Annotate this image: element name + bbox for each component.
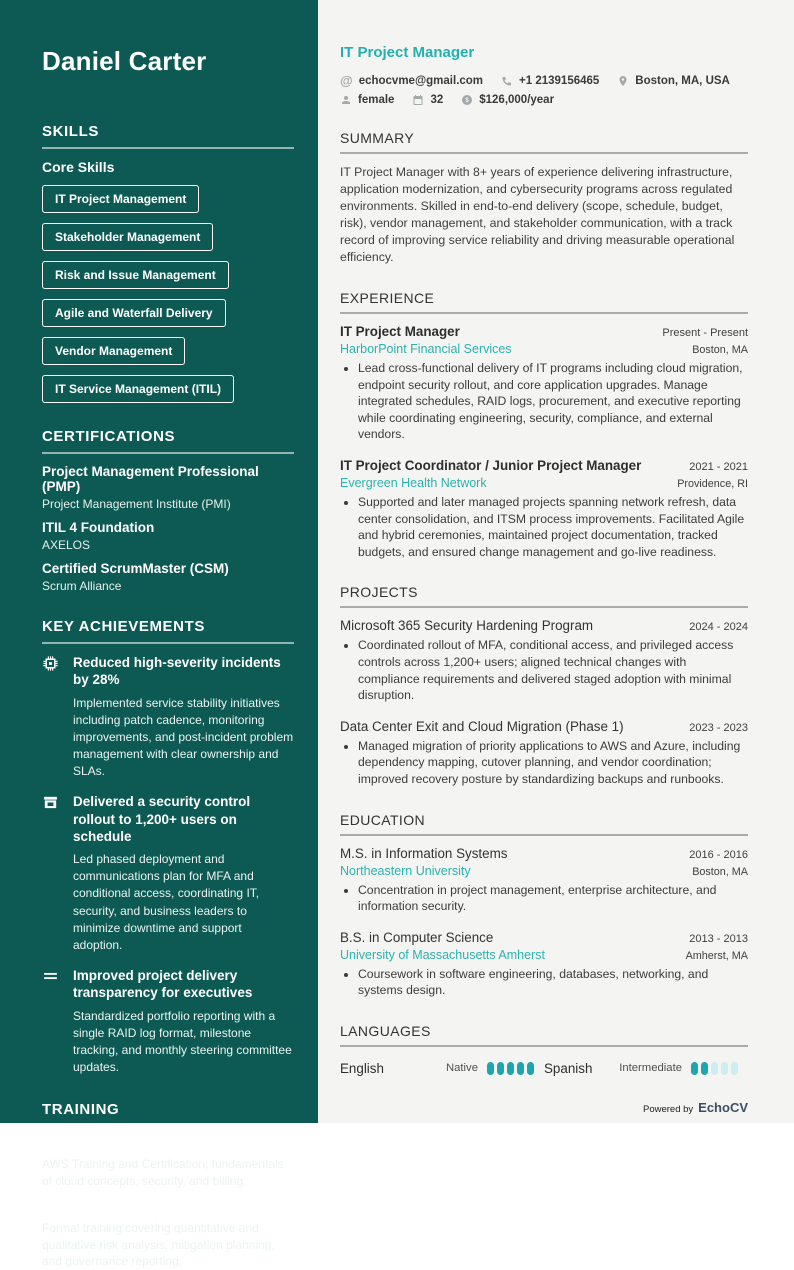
summary-heading: SUMMARY	[340, 130, 748, 154]
cpu-chip-icon	[42, 654, 62, 780]
experience-entry-sub	[340, 342, 748, 356]
education-degree: B.S. in Computer Science	[340, 929, 494, 945]
education-degree: M.S. in Information Systems	[340, 845, 508, 861]
project-bullets	[347, 637, 748, 703]
contact-row-2	[340, 94, 748, 106]
certification-issuer: Scrum Alliance	[42, 579, 122, 593]
project-entry	[340, 618, 748, 703]
skill-chip: Stakeholder Management	[42, 223, 213, 251]
projects-heading: PROJECTS	[340, 584, 748, 608]
powered-by-label: Powered by	[642, 1104, 694, 1115]
level-dot	[711, 1062, 718, 1075]
education-dates: 2013 - 2013	[689, 932, 748, 945]
achievement-item	[42, 793, 294, 954]
level-dot	[507, 1062, 514, 1075]
education-bullets	[347, 882, 748, 915]
candidate-name: Daniel Carter	[42, 46, 207, 76]
experience-title: IT Project Manager	[340, 324, 460, 339]
experience-bullets	[347, 360, 748, 443]
main-column	[318, 0, 794, 1123]
languages-heading: LANGUAGES	[340, 1023, 748, 1047]
certifications-section	[42, 428, 294, 593]
project-bullet: • Managed migration of priority applications to AWS and Azure, including dependency mapping, cutover planning, and vendor coordination; improved recovery posture by standardizing backups and runbooks.	[358, 738, 748, 788]
at-icon: @	[340, 73, 353, 88]
achievement-text	[73, 654, 294, 780]
achievements-heading: KEY ACHIEVEMENTS	[42, 618, 294, 644]
experience-location: Boston, MA	[692, 344, 748, 356]
project-dates: 2023 - 2023	[689, 721, 748, 734]
level-dot	[721, 1062, 728, 1075]
training-item	[42, 1137, 294, 1190]
level-dot	[527, 1062, 534, 1075]
education-bullet: • Coursework in software engineering, databases, networking, and systems design.	[358, 966, 748, 999]
project-bullets	[347, 738, 748, 788]
skill-chip: Vendor Management	[42, 337, 185, 365]
person-icon	[340, 94, 352, 106]
skill-chip: IT Service Management (ITIL)	[42, 375, 234, 403]
calendar-icon	[412, 94, 424, 106]
skills-section	[42, 123, 294, 403]
experience-entry-sub	[340, 476, 748, 490]
level-dot	[701, 1062, 708, 1075]
certification-issuer: Project Management Institute (PMI)	[42, 497, 231, 511]
project-title: Data Center Exit and Cloud Migration (Phase 1)	[340, 718, 624, 734]
achievement-title: Improved project delivery transparency for executives	[73, 968, 253, 1001]
skill-chip: IT Project Management	[42, 185, 199, 213]
level-dot	[497, 1062, 504, 1075]
language-item	[544, 1061, 748, 1076]
sidebar	[0, 0, 318, 1269]
level-dot	[731, 1062, 738, 1075]
experience-company-link[interactable]: Evergreen Health Network	[340, 475, 487, 490]
location-pin-icon	[617, 75, 629, 87]
certification-title: ITIL 4 Foundation	[42, 520, 155, 535]
experience-dates: Present - Present	[662, 327, 748, 339]
project-dates: 2024 - 2024	[689, 621, 748, 634]
skills-group-label: Core Skills	[42, 159, 115, 175]
experience-location: Providence, RI	[677, 477, 748, 490]
education-bullet: • Concentration in project management, enterprise architecture, and information security.	[358, 882, 748, 915]
education-heading: EDUCATION	[340, 812, 748, 836]
achievement-text	[73, 967, 294, 1076]
achievement-item	[42, 654, 294, 780]
certification-item	[42, 464, 294, 511]
skill-chip: Risk and Issue Management	[42, 261, 229, 289]
skill-chip: Agile and Waterfall Delivery	[42, 299, 226, 327]
salary-coin-icon	[461, 94, 473, 106]
level-dot	[691, 1062, 698, 1075]
achievement-title: Delivered a security control rollout to 1,200+ users on schedule	[73, 794, 251, 844]
language-level: Native	[445, 1062, 478, 1075]
training-section	[42, 1101, 294, 1270]
email-value: echocvme@gmail.com	[358, 74, 484, 87]
language-level-dots	[487, 1062, 534, 1075]
certification-item	[42, 561, 294, 593]
echocv-brand-link[interactable]: EchoCV	[698, 1100, 748, 1115]
phone-value: +1 2139156465	[519, 74, 600, 87]
education-location: Amherst, MA	[685, 949, 748, 962]
education-entry-sub	[340, 948, 748, 962]
certification-issuer: AXELOS	[42, 538, 91, 552]
education-school-link[interactable]: Northeastern University	[340, 863, 471, 878]
training-title: Risk Management for IT Projects	[42, 1200, 252, 1216]
contact-location	[617, 75, 730, 87]
experience-bullet: • Lead cross-functional delivery of IT programs including cloud migration, endpoint security rollout, and core application upgrades. Manage integrated schedules, RAID logs, procurement, and executive reporting while coordinating engineering, security, compliance, and external vendors.	[358, 360, 748, 443]
certification-item	[42, 520, 294, 552]
education-dates: 2016 - 2016	[689, 848, 748, 861]
experience-entry	[340, 324, 748, 443]
achievement-text	[73, 793, 294, 954]
experience-heading: EXPERIENCE	[340, 290, 748, 314]
training-heading: TRAINING	[42, 1101, 294, 1127]
achievement-description: Implemented service stability initiatives including patch cadence, monitoring improvements, and post-incident problem management with clear ownership and SLAs.	[73, 695, 294, 779]
education-entry-sub	[340, 864, 748, 878]
achievement-description: Standardized portfolio reporting with a single RAID log format, milestone tracking, and monthly steering committee updates.	[73, 1008, 292, 1075]
contact-email	[340, 74, 483, 87]
education-entry	[340, 846, 748, 915]
certifications-heading: CERTIFICATIONS	[42, 428, 294, 454]
experience-entry-head	[340, 324, 748, 339]
experience-entry-head	[340, 458, 748, 473]
languages-row	[340, 1061, 748, 1076]
level-dot	[487, 1062, 494, 1075]
phone-icon	[501, 75, 513, 87]
contact-salary	[461, 94, 554, 106]
summary-text: IT Project Manager with 8+ years of experience delivering infrastructure, application modernization, and cybersecurity programs across regulated environments. Skilled in end-to-end delivery (scope, schedule, budget, risk), vendor management, and stakeholder communication, with a track record of improving service reliability and driving measurable operational efficiency.	[340, 165, 735, 264]
project-bullet: • Coordinated rollout of MFA, conditional access, and privileged access controls across 1,200+ users; aligned technical changes with compliance requirements and delivered staged adoption with minimal disruption.	[358, 637, 748, 703]
language-name: English	[340, 1060, 384, 1076]
certification-title: Project Management Professional (PMP)	[42, 464, 259, 494]
location-value: Boston, MA, USA	[635, 74, 730, 87]
contact-age	[412, 94, 443, 106]
experience-entry	[340, 458, 748, 560]
contact-row-1	[340, 74, 748, 87]
education-bullets	[347, 966, 748, 999]
contact-phone	[501, 75, 599, 87]
achievement-description: Led phased deployment and communications plan for MFA and conditional access, coordinating IT, security, and business leaders to minimize downtime and support adoption.	[73, 852, 260, 952]
language-level-dots	[691, 1062, 738, 1075]
headline-job-title: IT Project Manager	[340, 44, 475, 61]
education-location: Boston, MA	[692, 865, 748, 878]
storefront-icon	[42, 793, 62, 954]
training-description: Formal training covering quantitative and qualitative risk analysis, mitigation planning, and governance reporting.	[42, 1220, 275, 1269]
language-level: Intermediate	[619, 1062, 682, 1075]
experience-bullets	[347, 494, 748, 560]
training-item	[42, 1201, 294, 1270]
experience-company-link[interactable]: HarborPoint Financial Services	[340, 342, 512, 356]
education-entry	[340, 930, 748, 999]
gender-value: female	[358, 94, 395, 106]
experience-title: IT Project Coordinator / Junior Project Manager	[340, 457, 642, 473]
project-title: Microsoft 365 Security Hardening Program	[340, 618, 594, 634]
achievements-section	[42, 618, 294, 1076]
skills-heading: SKILLS	[42, 123, 294, 149]
project-entry-head	[340, 719, 748, 734]
education-entry-head	[340, 930, 748, 945]
certification-title: Certified ScrumMaster (CSM)	[42, 561, 229, 576]
achievement-title: Reduced high-severity incidents by 28%	[73, 655, 281, 688]
training-description: AWS Training and Certification; fundamentals of cloud concepts, security, and billing.	[42, 1157, 284, 1188]
education-entry-head	[340, 846, 748, 861]
level-dot	[517, 1062, 524, 1075]
menu-lines-icon	[42, 967, 62, 1076]
training-title: AWS Cloud Practitioner Essentials	[42, 1137, 265, 1153]
language-name: Spanish	[544, 1060, 593, 1076]
skill-chip-list	[42, 185, 294, 403]
experience-dates: 2021 - 2021	[689, 460, 748, 473]
achievement-item	[42, 967, 294, 1076]
salary-value: $126,000/year	[479, 94, 555, 106]
experience-bullet: • Supported and later managed projects spanning network refresh, data center consolidation, and ITSM process improvements. Facilitated Agile and hybrid ceremonies, maintained project documentation, tracked budgets, and ensured change management and go-live readiness.	[358, 494, 748, 560]
project-entry-head	[340, 618, 748, 633]
education-school-link[interactable]: University of Massachusetts Amherst	[340, 947, 545, 962]
age-value: 32	[430, 94, 444, 106]
contact-gender	[340, 94, 394, 106]
footer	[643, 1100, 748, 1115]
language-item	[340, 1061, 544, 1076]
svg-text:$: $	[465, 98, 469, 105]
project-entry	[340, 719, 748, 788]
